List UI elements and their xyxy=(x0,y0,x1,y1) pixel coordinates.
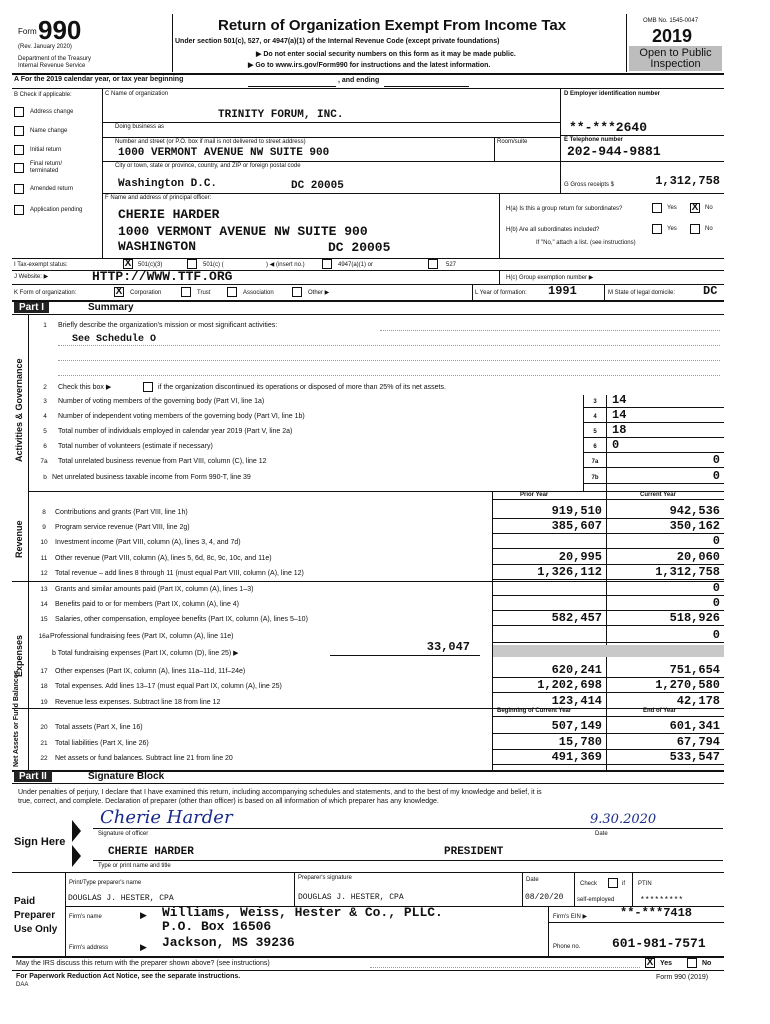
501c3-checkbox[interactable]: X xyxy=(124,258,132,269)
section-b-label: B Check if applicable: xyxy=(14,92,72,98)
paid-label: Paid xyxy=(14,896,36,907)
street-label: Number and street (or P.O. box if mail is not delivered to street address) xyxy=(115,139,306,145)
preparer-name-label: Print/Type preparer's name xyxy=(69,880,142,886)
application-pending-checkbox[interactable] xyxy=(14,205,24,215)
501c-checkbox[interactable] xyxy=(187,259,197,269)
tax-exempt-status-label: I Tax-exempt status: xyxy=(14,262,68,268)
year-formation-label: L Year of formation: xyxy=(475,290,527,296)
gov-line-label: Number of voting members of the governing body (Part VI, line 1a) xyxy=(58,398,265,405)
preparer-date-label: Date xyxy=(526,877,539,883)
net-assets-current-value: 601,341 xyxy=(669,719,720,733)
4947-checkbox[interactable] xyxy=(322,259,332,269)
gov-line-number: 7a xyxy=(40,458,48,465)
address-change-label: Address change xyxy=(30,109,74,115)
check-if-label: if xyxy=(622,881,625,887)
firm-ein-label: Firm's EIN ▶ xyxy=(553,914,588,920)
activities-governance-label: Activities & Governance xyxy=(14,358,24,462)
expense-current-value: 0 xyxy=(712,581,720,595)
principal-officer-label: F Name and address of principal officer: xyxy=(105,195,212,201)
initial-return-label: Initial return xyxy=(30,147,62,153)
revenue-line-number: 9 xyxy=(42,524,46,531)
revenue-prior-value: 1,326,112 xyxy=(537,565,602,579)
gov-line-number: 3 xyxy=(43,398,47,405)
tax-year: 2019 xyxy=(652,26,693,46)
group-exemption-label: H(c) Group exemption number ▶ xyxy=(506,275,594,281)
gov-line-label: Total number of individuals employed in calendar year 2019 (Part V, line 2a) xyxy=(58,428,293,435)
officer-signature: Cherie Harder xyxy=(100,807,233,828)
gov-line-value: 0 xyxy=(712,453,720,467)
net-assets-line-number: 20 xyxy=(40,724,48,731)
dept-treasury: Department of the Treasury xyxy=(18,56,92,62)
part2-label: Part II xyxy=(14,771,52,782)
discuss-question: May the IRS discuss this return with the preparer shown above? (see instructions) xyxy=(16,960,270,967)
net-assets-rule xyxy=(492,733,724,734)
527-label: 527 xyxy=(446,262,457,268)
discuss-yes-checkbox[interactable]: X xyxy=(646,957,654,968)
initial-return-checkbox[interactable] xyxy=(14,145,24,155)
expense-total-rule xyxy=(492,692,724,693)
line-a-label: A For the 2019 calendar year, or tax year beginning xyxy=(14,76,184,83)
subordinates-question: H(b) Are all subordinates included? xyxy=(506,227,600,233)
org-name: TRINITY FORUM, INC. xyxy=(218,109,344,121)
signer-name: CHERIE HARDER xyxy=(108,846,194,858)
org-street: 1000 VERMONT AVENUE NW SUITE 900 xyxy=(118,147,330,159)
part2-title: Signature Block xyxy=(88,771,165,782)
expenses-side-label: Expenses xyxy=(14,634,24,677)
signer-title: PRESIDENT xyxy=(444,846,504,858)
phone-label: Phone no. xyxy=(553,944,581,950)
net-assets-line-number: 22 xyxy=(40,755,48,762)
net-assets-current-value: 533,547 xyxy=(669,750,720,764)
expense-total-current-value: 751,654 xyxy=(669,663,720,677)
expense-current-value: 0 xyxy=(712,596,720,610)
subordinates-yes-checkbox[interactable] xyxy=(652,224,662,234)
net-assets-rule xyxy=(492,764,724,765)
gov-line-value: 18 xyxy=(612,423,627,437)
expense-total-line-number: 19 xyxy=(40,699,48,706)
revenue-line-label: Total revenue – add lines 8 through 11 (must equal Part VIII, column (A), line 12) xyxy=(55,570,304,577)
line2-check-label: Check this box ▶ xyxy=(58,384,112,391)
ptin-label: PTIN xyxy=(638,881,652,887)
group-return-yes-label: Yes xyxy=(667,205,677,211)
telephone-value: 202-944-9881 xyxy=(567,144,661,159)
form-subtitle: Under section 501(c), 527, or 4947(a)(1) of the Internal Revenue Code (except private foundations) xyxy=(175,38,500,45)
org-name-label: C Name of organization xyxy=(105,91,169,97)
gross-receipts-label: G Gross receipts $ xyxy=(564,182,615,188)
officer-zip: DC 20005 xyxy=(328,240,391,255)
revenue-side-label: Revenue xyxy=(14,520,24,558)
501c3-label: 501(c)(3) xyxy=(138,262,163,268)
expense-line-label: Benefits paid to or for members (Part IX, column (A), line 4) xyxy=(55,601,240,608)
officer-street: 1000 VERMONT AVENUE NW SUITE 900 xyxy=(118,224,368,239)
net-assets-side-label: Net Assets or Fund Balances xyxy=(13,670,20,767)
subordinates-no-label: No xyxy=(705,226,713,232)
expense-total-line-number: 17 xyxy=(40,668,48,675)
signature-date-label: Date xyxy=(595,831,608,837)
amended-return-label: Amended return xyxy=(30,186,74,192)
4947-label: 4947(a)(1) or xyxy=(338,262,374,268)
group-return-yes-checkbox[interactable] xyxy=(652,203,662,213)
discontinued-checkbox[interactable] xyxy=(143,382,153,392)
corporation-checkbox[interactable]: X xyxy=(115,286,123,297)
firm-address-line2: Jackson, MS 39236 xyxy=(162,935,295,950)
year-formation-value: 1991 xyxy=(548,284,577,298)
open-public-line2: Inspection xyxy=(650,58,701,70)
revenue-line-label: Program service revenue (Part VIII, line 2g) xyxy=(55,524,190,531)
ein-value: **-***2640 xyxy=(569,120,648,135)
preparer-name: DOUGLAS J. HESTER, CPA xyxy=(68,894,174,903)
perjury-line1: Under penalties of perjury, I declare that I have examined this return, including accompanying schedules and statements, and to the best of my knowledge and belief, it is xyxy=(18,789,542,796)
revenue-rule xyxy=(492,548,724,549)
expense-line-number: 16a xyxy=(38,633,50,640)
revenue-line-label: Contributions and grants (Part VIII, line 1h) xyxy=(55,509,188,516)
net-assets-line-number: 21 xyxy=(40,740,48,747)
form-of-org-label: K Form of organization: xyxy=(14,290,77,296)
signature-officer-label: Signature of officer xyxy=(98,831,149,837)
gov-line-label: Net unrelated business taxable income from Form 990-T, line 39 xyxy=(52,474,251,481)
gov-line-rule xyxy=(583,407,724,408)
net-assets-line-label: Net assets or fund balances. Subtract line 21 from line 20 xyxy=(55,755,233,762)
preparer-signature-label: Preparer's signature xyxy=(298,875,352,881)
officer-city: WASHINGTON xyxy=(118,239,197,254)
line16b-label: b Total fundraising expenses (Part IX, column (D), line 25) ▶ xyxy=(52,650,239,657)
revenue-current-value: 942,536 xyxy=(669,504,720,518)
firm-ein: **-***7418 xyxy=(620,906,693,920)
527-checkbox[interactable] xyxy=(428,259,438,269)
corporation-label: Corporation xyxy=(130,290,162,296)
revenue-line-label: Investment income (Part VIII, column (A), lines 3, 4, and 7d) xyxy=(55,539,241,546)
gov-line-rule xyxy=(583,452,724,453)
expense-total-current-value: 42,178 xyxy=(676,694,720,708)
revenue-line-label: Other revenue (Part VIII, column (A), lines 5, 6d, 8c, 9c, 10c, and 11e) xyxy=(55,555,272,562)
trust-checkbox[interactable] xyxy=(181,287,191,297)
expense-current-value: 518,926 xyxy=(669,611,720,625)
discuss-yes-label: Yes xyxy=(660,960,673,967)
type-name-label: Type or print name and title xyxy=(98,863,171,869)
sign-here-label: Sign Here xyxy=(14,836,66,848)
firm-address-line1: P.O. Box 16506 xyxy=(162,919,272,934)
revenue-line-number: 12 xyxy=(40,570,48,577)
net-assets-prior-value: 507,149 xyxy=(551,719,602,733)
expense-line-label: Salaries, other compensation, employee benefits (Part IX, column (A), lines 5–10) xyxy=(55,616,308,623)
net-assets-line-label: Total liabilities (Part X, line 26) xyxy=(55,740,149,747)
perjury-line2: true, correct, and complete. Declaration of preparer (other than officer) is based on all information of which preparer has any knowledge. xyxy=(18,798,439,805)
application-pending-label: Application pending xyxy=(30,207,83,213)
preparer-ptin: ********* xyxy=(640,896,684,905)
other-org-checkbox[interactable] xyxy=(292,287,302,297)
use-only-label: Use Only xyxy=(14,924,58,935)
net-assets-line-label: Total assets (Part X, line 16) xyxy=(55,724,143,731)
gov-line-box: 4 xyxy=(593,414,597,420)
expense-rule xyxy=(492,595,724,596)
group-return-no-label: No xyxy=(705,205,713,211)
prior-year-header: Prior Year xyxy=(520,492,549,498)
gov-line-value: 14 xyxy=(612,393,627,407)
gov-line-value: 0 xyxy=(612,438,620,452)
subordinates-note: If "No," attach a list. (see instructions) xyxy=(536,240,636,246)
address-change-checkbox[interactable] xyxy=(14,107,24,117)
gov-line-box: 3 xyxy=(593,399,597,405)
form-word: Form xyxy=(18,27,37,36)
org-city: Washington D.C. xyxy=(118,178,218,190)
firm-name-label: Firm's name xyxy=(69,914,102,920)
gov-line-rule xyxy=(583,422,724,423)
preparer-phone: 601-981-7571 xyxy=(612,936,706,951)
part1-title: Summary xyxy=(88,302,134,313)
paperwork-notice: For Paperwork Reduction Act Notice, see the separate instructions. xyxy=(16,973,241,980)
expense-line-label: Grants and similar amounts paid (Part IX, column (A), lines 1–3) xyxy=(55,586,254,593)
revenue-line-number: 10 xyxy=(40,539,48,546)
expense-total-line-label: Total expenses. Add lines 13–17 (must equal Part IX, column (A), line 25) xyxy=(55,683,282,690)
gov-line-rule xyxy=(583,483,724,484)
gov-line-value: 0 xyxy=(712,469,720,483)
signature-date: 9.30.2020 xyxy=(590,812,657,827)
revenue-current-value: 350,162 xyxy=(669,519,720,533)
gov-line-box: 5 xyxy=(593,429,597,435)
association-checkbox[interactable] xyxy=(227,287,237,297)
net-assets-prior-value: 491,369 xyxy=(551,750,602,764)
final-return-label: Final return/ terminated xyxy=(30,161,63,174)
preparer-label: Preparer xyxy=(14,910,56,921)
expense-prior-value: 582,457 xyxy=(551,611,602,625)
current-year-header: Current Year xyxy=(640,492,676,498)
expense-rule xyxy=(492,642,724,643)
gov-line-number: b xyxy=(43,474,47,481)
ssn-warning: ▶ Do not enter social security numbers on this form as it may be made public. xyxy=(256,51,516,58)
irs-url-note: ▶ Go to www.irs.gov/Form990 for instructions and the latest information. xyxy=(248,62,491,69)
form-title: Return of Organization Exempt From Income Tax xyxy=(218,17,567,34)
line16b-value: 33,047 xyxy=(426,640,470,654)
association-label: Association xyxy=(243,290,274,296)
gov-line-label: Number of independent voting members of the governing body (Part VI, line 1b) xyxy=(58,413,305,420)
room-suite-label: Room/suite xyxy=(497,139,528,145)
telephone-label: E Telephone number xyxy=(564,137,623,143)
org-zip: DC 20005 xyxy=(291,180,344,192)
revenue-prior-value: 919,510 xyxy=(551,504,602,518)
revenue-prior-value: 20,995 xyxy=(558,550,602,564)
website-label: J Website: ▶ xyxy=(14,274,49,280)
net-assets-current-value: 67,794 xyxy=(676,735,720,749)
line-a-ending: , and ending xyxy=(338,77,380,84)
expense-total-line-label: Revenue less expenses. Subtract line 18 from line 12 xyxy=(55,699,221,706)
dba-label: Doing business as xyxy=(115,124,165,130)
revenue-line-number: 11 xyxy=(40,555,48,562)
gov-line-label: Total unrelated business revenue from Part VIII, column (C), line 12 xyxy=(58,458,267,465)
self-employed-checkbox[interactable] xyxy=(608,878,618,888)
mission-value: See Schedule O xyxy=(72,334,157,345)
insert-no-label: ) ◀ (insert no.) xyxy=(266,262,305,268)
gov-line-box: 6 xyxy=(593,444,597,450)
omb-number: OMB No. 1545-0047 xyxy=(643,18,699,24)
expense-current-value: 0 xyxy=(712,628,720,642)
amended-return-checkbox[interactable] xyxy=(14,184,24,194)
expense-total-line-label: Other expenses (Part IX, column (A), lines 11a–11d, 11f–24e) xyxy=(55,668,246,675)
revenue-prior-value: 385,607 xyxy=(551,519,602,533)
gov-line-label: Total number of volunteers (estimate if necessary) xyxy=(58,443,213,450)
end-year-header: End of Year xyxy=(643,708,676,714)
officer-name: CHERIE HARDER xyxy=(118,207,220,222)
revenue-rule xyxy=(492,533,724,534)
final-return-checkbox[interactable] xyxy=(14,163,24,173)
revenue-current-value: 20,060 xyxy=(676,550,720,564)
expense-total-prior-value: 1,202,698 xyxy=(537,678,602,692)
trust-label: Trust xyxy=(197,290,211,296)
discuss-no-label: No xyxy=(702,960,712,967)
gov-line-number: 5 xyxy=(43,428,47,435)
revenue-current-value: 0 xyxy=(712,534,720,548)
gov-line-number: 6 xyxy=(43,443,47,450)
expense-line-number: 15 xyxy=(40,616,48,623)
mission-question: Briefly describe the organization's mission or most significant activities: xyxy=(58,322,278,329)
form-number: 990 xyxy=(38,15,82,45)
open-public-line1: Open to Public xyxy=(639,47,712,59)
form-reference: Form 990 (2019) xyxy=(656,974,709,981)
self-employed-label: self-employed xyxy=(577,897,615,903)
check-label: Check xyxy=(580,881,598,887)
irs-name: Internal Revenue Service xyxy=(18,63,86,69)
name-change-label: Name change xyxy=(30,128,68,134)
gov-line-value: 14 xyxy=(612,408,627,422)
gov-line-box: 7a xyxy=(591,459,599,465)
revenue-current-value: 1,312,758 xyxy=(655,565,720,579)
website-url: HTTP://WWW.TTF.ORG xyxy=(92,269,233,284)
expense-total-prior-value: 620,241 xyxy=(551,663,602,677)
subordinates-yes-label: Yes xyxy=(667,226,677,232)
name-change-checkbox[interactable] xyxy=(14,126,24,136)
expense-total-prior-value: 123,414 xyxy=(551,694,602,708)
form-revision: (Rev. January 2020) xyxy=(18,44,72,50)
beginning-year-header: Beginning of Current Year xyxy=(497,708,572,714)
state-domicile-value: DC xyxy=(703,284,718,298)
gov-line-rule xyxy=(583,467,724,468)
expense-line-number: 14 xyxy=(40,601,48,608)
gov-line-number: 4 xyxy=(43,413,47,420)
firm-address-label: Firm's address xyxy=(69,945,109,951)
firm-name: Williams, Weiss, Hester & Co., PLLC. xyxy=(162,905,443,920)
part1-label: Part I xyxy=(14,302,49,313)
ein-label: D Employer identification number xyxy=(564,91,661,97)
group-return-question: H(a) Is this a group return for subordinates? xyxy=(506,206,623,212)
revenue-line-number: 8 xyxy=(42,509,46,516)
subordinates-no-checkbox[interactable] xyxy=(690,224,700,234)
net-assets-prior-value: 15,780 xyxy=(558,735,602,749)
city-label: City or town, state or province, country, and ZIP or foreign postal code xyxy=(115,163,301,169)
discuss-no-checkbox[interactable] xyxy=(687,958,697,968)
expense-line-number: 13 xyxy=(40,586,48,593)
preparer-signature: DOUGLAS J. HESTER, CPA xyxy=(298,893,404,902)
group-return-no-checkbox[interactable]: X xyxy=(691,202,699,213)
501c-label: 501(c) ( xyxy=(203,262,224,268)
daa-label: DAA xyxy=(16,982,29,988)
expense-total-current-value: 1,270,580 xyxy=(655,678,720,692)
expense-rule xyxy=(492,625,724,626)
expense-line-label: Professional fundraising fees (Part IX, column (A), line 11e) xyxy=(50,633,234,640)
line2-description: if the organization discontinued its operations or disposed of more than 25% of its net assets. xyxy=(158,384,446,391)
gov-line-rule xyxy=(583,437,724,438)
other-org-label: Other ▶ xyxy=(308,290,330,296)
gov-line-box: 7b xyxy=(591,475,599,481)
revenue-rule xyxy=(492,579,724,580)
gross-receipts-value: 1,312,758 xyxy=(655,174,720,188)
expense-total-line-number: 18 xyxy=(40,683,48,690)
preparer-date: 08/20/20 xyxy=(525,893,564,902)
state-domicile-label: M State of legal domicile: xyxy=(608,290,676,296)
